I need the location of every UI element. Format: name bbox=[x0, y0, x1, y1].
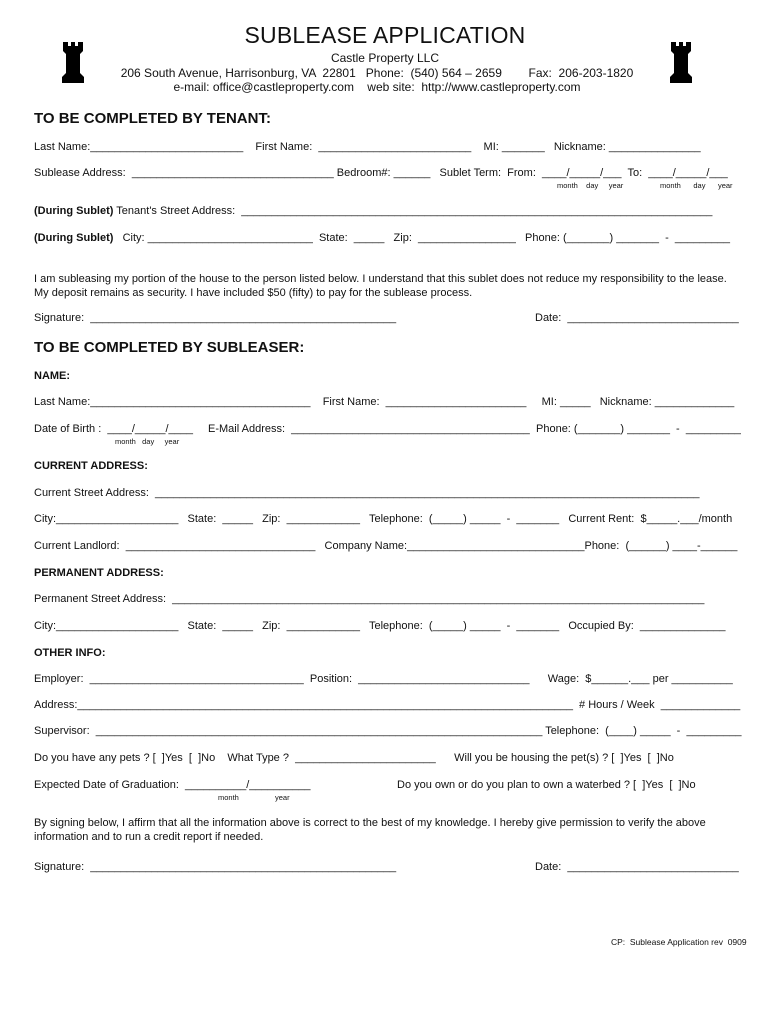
tenant-street-field[interactable]: Tenant's Street Address: _____________________________________________________________________________ bbox=[113, 205, 713, 217]
tenant-signature[interactable]: Signature: __________________________________________________ bbox=[34, 312, 397, 324]
other-info-heading: OTHER INFO: bbox=[34, 647, 106, 659]
subleaser-name-row[interactable]: Last Name:____________________________________ First Name: _______________________ MI: _____ Nickname: _____________ bbox=[34, 396, 735, 408]
current-landlord-row[interactable]: Current Landlord: _______________________________ Company Name:_____________________________Phone: (______) ____-______ bbox=[34, 540, 738, 552]
pets-row[interactable]: Do you have any pets ? [ ]Yes [ ]No What Type ? _______________________ Will you be housing the pet(s) ? [ ]Yes [ ]No bbox=[34, 752, 674, 764]
company-address: 206 South Avenue, Harrisonburg, VA 22801 Phone: (540) 564 – 2659 Fax: 206-203-1820 bbox=[120, 66, 634, 80]
graduation-month-sublabel: month bbox=[218, 793, 239, 802]
supervisor-row[interactable]: Supervisor: _________________________________________________________________________ Telephone: (____) _____ - _________ bbox=[34, 725, 742, 737]
permanent-street-field[interactable]: Permanent Street Address: _______________________________________________________________________________________ bbox=[34, 593, 705, 605]
graduation-year-sublabel: year bbox=[275, 793, 290, 802]
tenant-section-heading: TO BE COMPLETED BY TENANT: bbox=[34, 110, 271, 127]
during-sublet-label: (During Sublet) bbox=[34, 205, 114, 217]
current-street-field[interactable]: Current Street Address: _________________________________________________________________________________________ bbox=[34, 487, 700, 499]
permanent-city-row[interactable]: City:____________________ State: _____ Zip: ____________ Telephone: (_____) _____ - _______ Occupied By: ______________ bbox=[34, 620, 726, 632]
tenant-street-row[interactable] bbox=[34, 205, 712, 217]
employer-row[interactable]: Employer: ___________________________________ Position: ____________________________ Wage: $______.___ per __________ bbox=[34, 673, 733, 685]
tenant-statement: I am subleasing my portion of the house to the person listed below. I understand that this sublet does not reduce my responsibility to the lease. My deposit remains as security. I have included $50 (fifty) to pay for the sublease process. bbox=[34, 273, 727, 299]
dob-sublabel: month day year bbox=[115, 437, 180, 446]
tenant-name-row[interactable]: Last Name:_________________________ First Name: _________________________ MI: _______ Nickname: _______________ bbox=[34, 141, 701, 153]
tenant-date[interactable]: Date: ____________________________ bbox=[535, 312, 739, 324]
phone-field[interactable]: Phone: (_______) _______ - _________ bbox=[536, 423, 741, 435]
subleaser-signature[interactable]: Signature: __________________________________________________ bbox=[34, 861, 397, 873]
page-title: SUBLEASE APPLICATION bbox=[244, 22, 526, 48]
current-address-heading: CURRENT ADDRESS: bbox=[34, 460, 148, 472]
permanent-address-heading: PERMANENT ADDRESS: bbox=[34, 567, 164, 579]
term-from-sublabel: month day year bbox=[557, 181, 624, 190]
affirmation-statement: By signing below, I affirm that all the information above is correct to the best of my knowledge. I hereby give permission to verify the above information and to run a credit report if needed. bbox=[34, 817, 706, 843]
graduation-field[interactable]: Expected Date of Graduation: __________/__________ bbox=[34, 779, 311, 791]
subleaser-date[interactable]: Date: ____________________________ bbox=[535, 861, 739, 873]
name-heading: NAME: bbox=[34, 370, 71, 382]
date-of-birth-field[interactable]: Date of Birth : ____/_____/____ bbox=[34, 423, 194, 435]
email-field[interactable]: E-Mail Address: _______________________________________ bbox=[208, 423, 530, 435]
during-sublet-label: (During Sublet) bbox=[34, 232, 114, 244]
term-to-sublabel: month day year bbox=[660, 181, 733, 190]
company-name: Castle Property LLC bbox=[330, 51, 440, 65]
company-contact: e-mail: office@castleproperty.com web site: http://www.castleproperty.com bbox=[173, 80, 581, 94]
tenant-city-row[interactable] bbox=[34, 232, 730, 244]
current-city-row[interactable]: City:____________________ State: _____ Zip: ____________ Telephone: (_____) _____ - _______ Current Rent: $_____.___/month bbox=[34, 513, 733, 525]
tenant-city-field[interactable]: City: ___________________________ State: _____ Zip: ________________ Phone: (_______) _______ - _________ bbox=[113, 232, 730, 244]
subleaser-section-heading: TO BE COMPLETED BY SUBLEASER: bbox=[34, 339, 305, 356]
footer-revision: CP: Sublease Application rev 0909 bbox=[611, 937, 747, 947]
employer-address-row[interactable]: Address:_________________________________________________________________________________ # Hours / Week _____________ bbox=[34, 699, 741, 711]
sublease-address-row[interactable]: Sublease Address: _________________________________ Bedroom#: ______ Sublet Term: From: ____/_____/___ To: ____/_____/___ bbox=[34, 167, 728, 179]
waterbed-row[interactable]: Do you own or do you plan to own a waterbed ? [ ]Yes [ ]No bbox=[397, 779, 696, 791]
